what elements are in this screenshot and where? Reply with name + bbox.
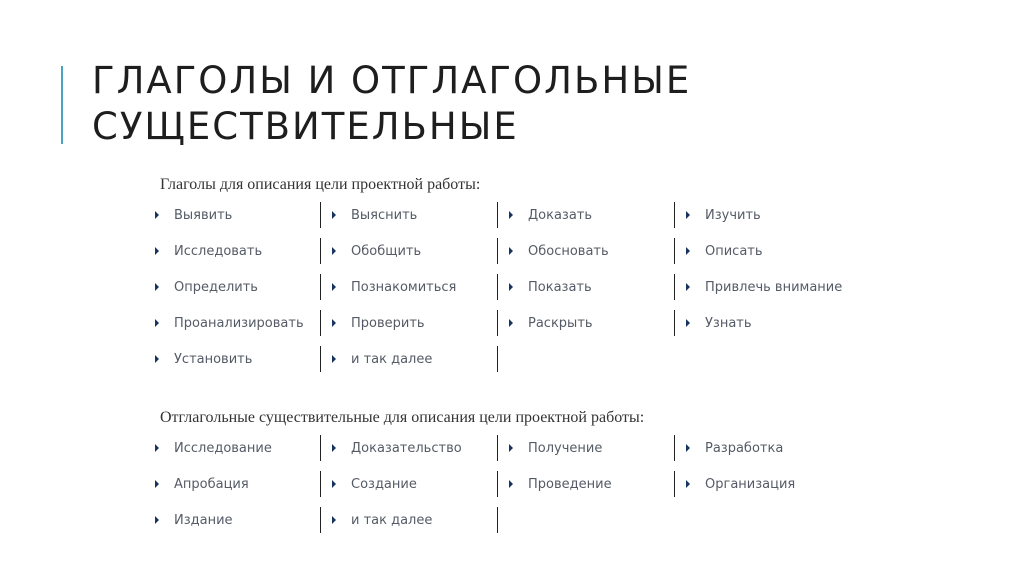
column-separator [504, 348, 505, 370]
triangle-bullet-icon [686, 211, 690, 219]
list-item [150, 473, 320, 495]
list-item-label: и так далее [351, 351, 433, 367]
triangle-bullet-icon [155, 516, 159, 524]
list-item [504, 276, 674, 298]
list-item-label: Описать [705, 243, 763, 259]
verbs-heading: Глаголы для описания цели проектной работы: [160, 176, 481, 193]
triangle-bullet-icon [155, 444, 159, 452]
list-item-label: Изучить [705, 207, 761, 223]
list-item [504, 437, 674, 459]
list-item [150, 240, 320, 262]
list-item-label: Выяснить [351, 207, 418, 223]
triangle-bullet-icon [686, 247, 690, 255]
list-item [681, 276, 851, 298]
triangle-bullet-icon [686, 319, 690, 327]
list-item [150, 509, 320, 531]
triangle-bullet-icon [332, 355, 336, 363]
list-item-label: Проанализировать [174, 315, 304, 331]
list-item [150, 437, 320, 459]
triangle-bullet-icon [155, 211, 159, 219]
triangle-bullet-icon [509, 283, 513, 291]
list-item-label: Исследовать [174, 243, 263, 259]
triangle-bullet-icon [509, 319, 513, 327]
triangle-bullet-icon [509, 480, 513, 488]
nouns-heading: Отглагольные существительные для описания цели проектной работы: [160, 409, 645, 426]
list-item [327, 437, 497, 459]
list-item [504, 473, 674, 495]
list-item [150, 276, 320, 298]
list-item [327, 473, 497, 495]
triangle-bullet-icon [332, 211, 336, 219]
list-item [681, 312, 851, 334]
list-item-label: Апробация [174, 476, 249, 492]
triangle-bullet-icon [155, 319, 159, 327]
triangle-bullet-icon [332, 283, 336, 291]
list-item [681, 437, 851, 459]
triangle-bullet-icon [686, 444, 690, 452]
triangle-bullet-icon [332, 516, 336, 524]
list-item [504, 312, 674, 334]
list-item-label: Исследование [174, 440, 272, 456]
slide-title-line-2: СУЩЕСТВИТЕЛЬНЫЕ [92, 105, 519, 148]
triangle-bullet-icon [155, 283, 159, 291]
list-item [327, 240, 497, 262]
list-item-label: Выявить [174, 207, 233, 223]
slide-title [92, 58, 691, 150]
list-item-label: Получение [528, 440, 603, 456]
list-item-label: Узнать [705, 315, 752, 331]
list-item-label: Познакомиться [351, 279, 457, 295]
list-item [504, 240, 674, 262]
list-item [150, 348, 320, 370]
list-item [681, 473, 851, 495]
triangle-bullet-icon [509, 247, 513, 255]
list-item-label: и так далее [351, 512, 433, 528]
slide-title-line-1: ГЛАГОЛЫ И ОТГЛАГОЛЬНЫЕ [92, 59, 692, 102]
triangle-bullet-icon [332, 247, 336, 255]
list-item [327, 509, 497, 531]
list-item [150, 204, 320, 226]
list-item [327, 276, 497, 298]
triangle-bullet-icon [686, 480, 690, 488]
triangle-bullet-icon [509, 211, 513, 219]
list-item-label: Обобщить [351, 243, 422, 259]
list-item-label: Установить [174, 351, 253, 367]
triangle-bullet-icon [155, 480, 159, 488]
list-item [681, 204, 851, 226]
triangle-bullet-icon [509, 444, 513, 452]
list-item [504, 204, 674, 226]
list-item-label: Доказать [528, 207, 593, 223]
triangle-bullet-icon [155, 247, 159, 255]
title-accent-bar [61, 66, 63, 144]
list-item-label: Организация [705, 476, 796, 492]
list-item-label: Показать [528, 279, 592, 295]
list-item-label: Создание [351, 476, 417, 492]
list-item-label: Привлечь внимание [705, 279, 843, 295]
list-item [327, 312, 497, 334]
list-item-label: Разработка [705, 440, 784, 456]
list-item-label: Доказательство [351, 440, 462, 456]
list-item-label: Издание [174, 512, 233, 528]
triangle-bullet-icon [332, 319, 336, 327]
triangle-bullet-icon [332, 444, 336, 452]
list-item-label: Обосновать [528, 243, 609, 259]
list-item-label: Определить [174, 279, 258, 295]
list-item-label: Раскрыть [528, 315, 593, 331]
list-item-label: Проведение [528, 476, 612, 492]
list-item [681, 240, 851, 262]
triangle-bullet-icon [155, 355, 159, 363]
column-separator [504, 509, 505, 531]
list-item [327, 204, 497, 226]
triangle-bullet-icon [686, 283, 690, 291]
list-item-label: Проверить [351, 315, 425, 331]
list-item [327, 348, 497, 370]
list-item [150, 312, 320, 334]
triangle-bullet-icon [332, 480, 336, 488]
